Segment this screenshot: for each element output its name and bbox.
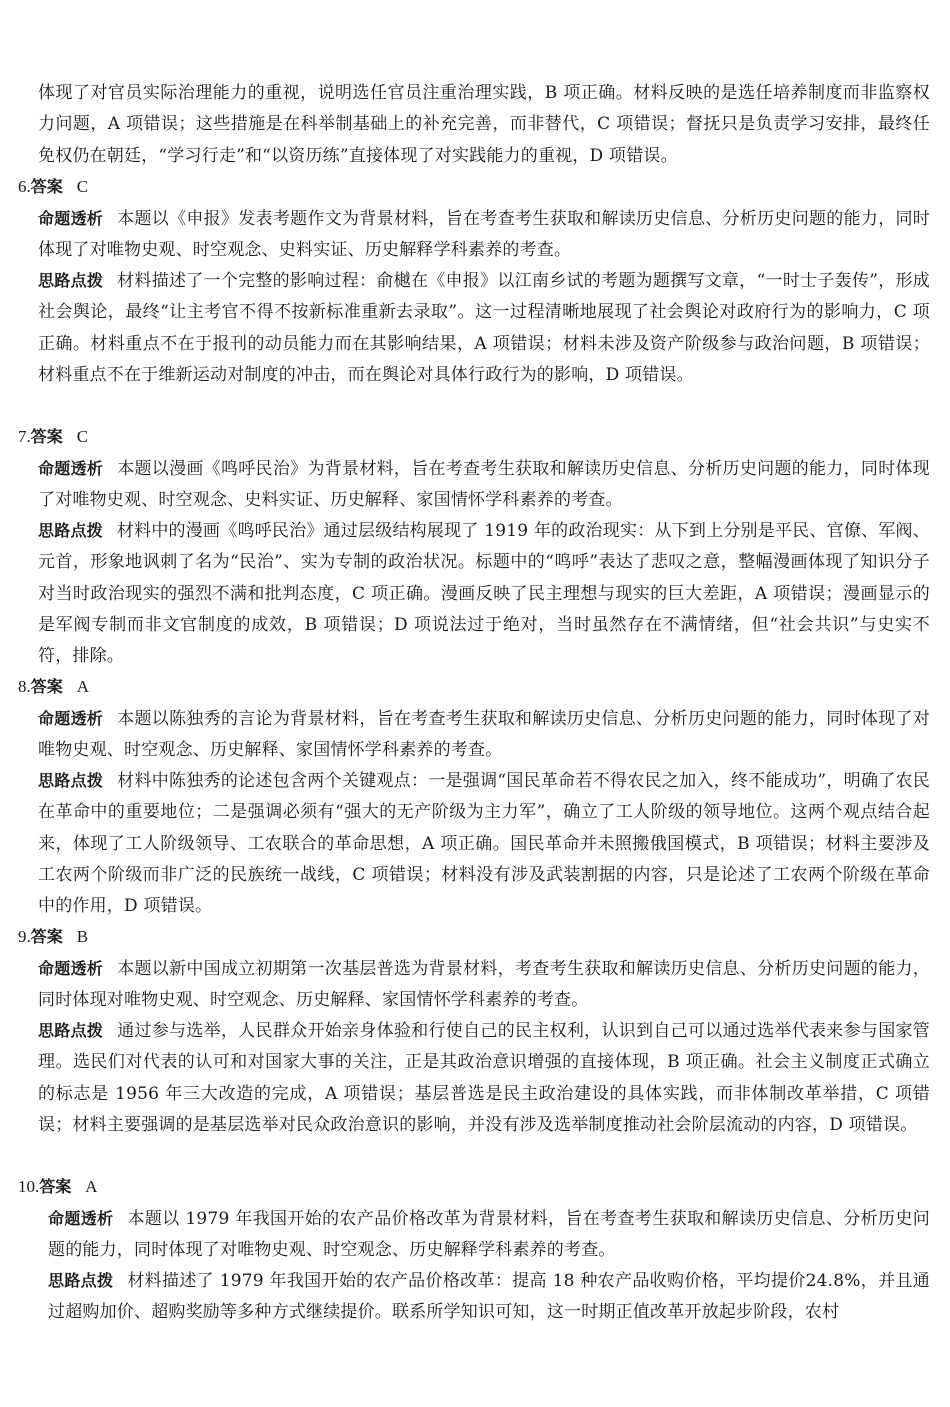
analysis-text: 本题以陈独秀的言论为背景材料，旨在考查考生获取和解读历史信息、分析历史问题的能力，同时体现了对唯物史观、时空观念、历史解释、家国情怀学科素养的考查。: [38, 709, 930, 761]
question-number: 6.: [18, 177, 31, 196]
intro-paragraph: 体现了对官员实际治理能力的重视，说明选任官员注重治理实践，B 项正确。材料反映的是选任培养制度而非监察权力问题，A 项错误；这些措施是在科举制基础上的补充完善，而非替代，C 项错误；督抚只是负责学习安排，最终任免权仍在朝廷，“学习行走”和“以资历练”直接体现了对实践能力的重视，D 项错误。: [38, 83, 930, 166]
hint-label: 思路点拨: [48, 1271, 114, 1290]
analysis-label: 命题透析: [38, 459, 104, 478]
answer-label: 答案: [30, 677, 63, 696]
hint-text: 通过参与选举，人民群众开始亲身体验和行使自己的民主权利，认识到自己可以通过选举代表来参与国家管理。选民们对代表的认可和对国家大事的关注，正是其政治意识增强的直接体现，B 项正确。社会主义制度正式确立的标志是 1956 年三大改造的完成，A 项错误；基层普选是民主政治建设的具体实践，而非体制改革举措，C 项错误；材料主要强调的是基层选举对民众政治意识的影响，并没有涉及选举制度推动社会阶层流动的内容，D 项错误。: [38, 1021, 930, 1135]
hint-label: 思路点拨: [38, 271, 104, 290]
question-number: 9.: [18, 927, 31, 946]
hint-text: 材料描述了一个完整的影响过程：俞樾在《申报》以江南乡试的考题为题撰写文章，“一时士子轰传”，形成社会舆论，最终“让主考官不得不按新标准重新去录取”。这一过程清晰地展现了社会舆论对政府行为的影响力，C 项正确。材料重点不在于报刊的动员能力而在其影响结果，A 项错误；材料未涉及资产阶级参与政治问题，B 项错误；材料重点不在于维新运动对制度的冲击，而在舆论对具体行政行为的影响，D 项错误。: [38, 271, 930, 385]
analysis-text: 本题以漫画《鸣呼民治》为背景材料，旨在考查考生获取和解读历史信息、分析历史问题的能力，同时体现了对唯物史观、时空观念、史料实证、历史解释、家国情怀学科素养的考查。: [38, 459, 930, 511]
question-number: 7.: [18, 427, 31, 446]
question-8-analysis: [38, 703, 930, 767]
question-7-hint: [38, 515, 930, 672]
question-number: 10.: [18, 1177, 40, 1196]
answer-value: C: [76, 427, 89, 446]
analysis-text: 本题以新中国成立初期第一次基层普选为背景材料，考查考生获取和解读历史信息、分析历史问题的能力，同时体现对唯物史观、时空观念、历史解释、家国情怀学科素养的考查。: [38, 959, 930, 1011]
hint-label: 思路点拨: [38, 521, 103, 540]
question-7-header: [18, 421, 88, 453]
answer-value: B: [76, 927, 89, 946]
answer-label: 答案: [30, 927, 63, 946]
hint-label: 思路点拨: [38, 771, 104, 790]
hint-text: 材料中的漫画《鸣呼民治》通过层级结构展现了 1919 年的政治现实：从下到上分别是平民、官僚、军阀、元首，形象地讽刺了名为“民治”、实为专制的政治状况。标题中的“鸣呼”表达了悲叹之意，整幅漫画体现了知识分子对当时政治现实的强烈不满和批判态度，C 项正确。漫画反映了民主理想与现实的巨大差距，A 项错误；漫画显示的是军阀专制而非文官制度的成效，B 项错误；D 项说法过于绝对，当时虽然存在不满情绪，但“社会共识”与史实不符，排除。: [38, 521, 930, 667]
question-6-analysis: [38, 203, 930, 267]
question-10-header: [18, 1171, 98, 1203]
question-number: 8.: [18, 677, 31, 696]
question-9-hint: [38, 1015, 930, 1141]
hint-text: 材料描述了 1979 年我国开始的农产品价格改革：提高 18 种农产品收购价格，平均提价24.8%，并且通过超购加价、超购奖励等多种方式继续提价。联系所学知识可知，这一时期正值改革开放起步阶段，农村: [48, 1271, 930, 1323]
question-8-header: [18, 671, 89, 703]
analysis-text: 本题以《申报》发表考题作文为背景材料，旨在考查考生获取和解读历史信息、分析历史问题的能力，同时体现了对唯物史观、时空观念、史料实证、历史解释学科素养的考查。: [38, 209, 930, 261]
question-6-hint: [38, 265, 930, 391]
answer-label: 答案: [30, 427, 63, 446]
question-10-hint: [48, 1265, 930, 1329]
answer-label: 答案: [39, 1177, 72, 1196]
question-9-analysis: [38, 953, 930, 1017]
analysis-label: 命题透析: [38, 209, 104, 228]
analysis-label: 命题透析: [48, 1209, 114, 1228]
answer-value: A: [76, 677, 90, 696]
answer-value: C: [76, 177, 89, 196]
analysis-label: 命题透析: [38, 959, 104, 978]
question-6-header: [18, 171, 88, 203]
hint-label: 思路点拨: [38, 1021, 104, 1040]
answer-value: A: [85, 1177, 98, 1196]
analysis-text: 本题以 1979 年我国开始的农产品价格改革为背景材料，旨在考查考生获取和解读历史信息、分析历史问题的能力，同时体现了对唯物史观、时空观念、历史解释学科素养的考查。: [48, 1209, 930, 1261]
question-7-analysis: [38, 453, 930, 517]
analysis-label: 命题透析: [38, 709, 104, 728]
question-10-analysis: [48, 1203, 930, 1267]
answer-label: 答案: [30, 177, 63, 196]
question-9-header: [18, 921, 88, 953]
question-8-hint: [38, 765, 930, 922]
hint-text: 材料中陈独秀的论述包含两个关键观点：一是强调“国民革命若不得农民之加入，终不能成功”，明确了农民在革命中的重要地位；二是强调必须有“强大的无产阶级为主力军”，确立了工人阶级的领导地位。这两个观点结合起来，体现了工人阶级领导、工农联合的革命思想，A 项正确。国民革命并未照搬俄国模式，B 项错误；材料主要涉及工农两个阶级而非广泛的民族统一战线，C 项错误；材料没有涉及武装割据的内容，只是论述了工农两个阶级在革命中的作用，D 项错误。: [38, 771, 930, 917]
